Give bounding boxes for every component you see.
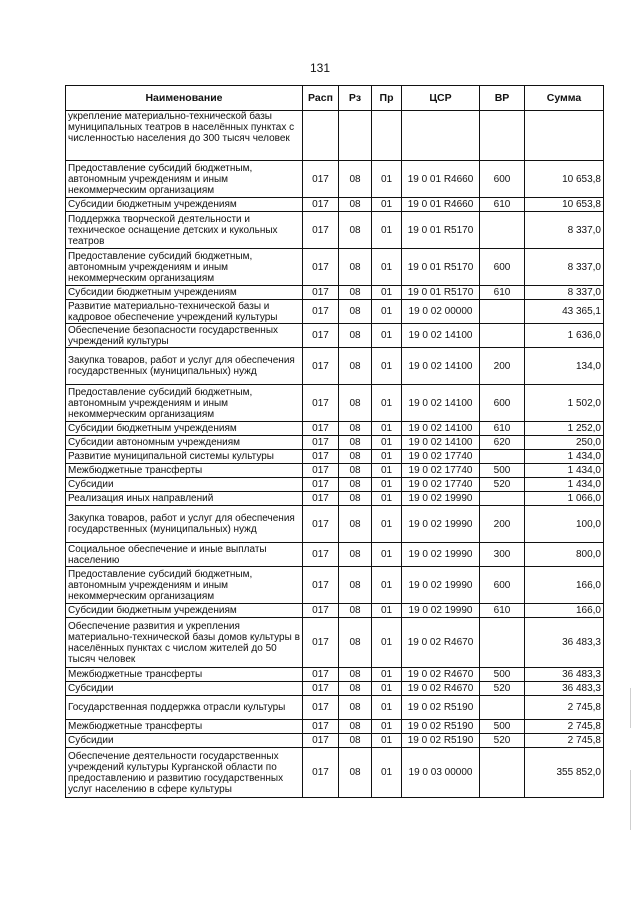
cell-vr <box>480 450 525 464</box>
cell-sum <box>525 111 604 161</box>
table-row <box>66 748 604 798</box>
table-row <box>66 478 604 492</box>
cell-name: Социальное обеспечение и иные выплаты населению <box>66 543 303 567</box>
table-row <box>66 696 604 720</box>
cell-rasp: 017 <box>303 748 339 798</box>
cell-vr: 600 <box>480 161 525 198</box>
cell-csr: 19 0 02 R4670 <box>402 618 480 668</box>
cell-sum: 1 434,0 <box>525 464 604 478</box>
table-row <box>66 111 604 161</box>
cell-pr: 01 <box>372 212 402 249</box>
cell-name: Субсидии автономным учреждениям <box>66 436 303 450</box>
cell-pr: 01 <box>372 385 402 422</box>
cell-rz: 08 <box>339 324 372 348</box>
cell-rasp: 017 <box>303 682 339 696</box>
cell-pr: 01 <box>372 324 402 348</box>
cell-rasp: 017 <box>303 212 339 249</box>
cell-rasp: 017 <box>303 436 339 450</box>
cell-vr: 520 <box>480 682 525 696</box>
cell-sum: 134,0 <box>525 348 604 385</box>
cell-sum: 1 434,0 <box>525 478 604 492</box>
cell-sum: 355 852,0 <box>525 748 604 798</box>
cell-rz: 08 <box>339 506 372 543</box>
cell-rasp: 017 <box>303 668 339 682</box>
cell-name: Развитие муниципальной системы культуры <box>66 450 303 464</box>
cell-pr: 01 <box>372 450 402 464</box>
table-row <box>66 567 604 604</box>
cell-pr: 01 <box>372 198 402 212</box>
cell-name: Закупка товаров, работ и услуг для обеспечения государственных (муниципальных) нужд <box>66 348 303 385</box>
cell-vr: 610 <box>480 198 525 212</box>
header-name: Наименование <box>66 86 303 111</box>
cell-rasp: 017 <box>303 696 339 720</box>
table-header-row <box>66 86 604 111</box>
table-row <box>66 249 604 286</box>
table-row <box>66 734 604 748</box>
cell-vr <box>480 111 525 161</box>
cell-sum: 36 483,3 <box>525 618 604 668</box>
cell-sum: 1 434,0 <box>525 450 604 464</box>
cell-sum: 8 337,0 <box>525 212 604 249</box>
cell-csr <box>402 111 480 161</box>
cell-vr <box>480 492 525 506</box>
cell-csr: 19 0 01 R5170 <box>402 249 480 286</box>
cell-rasp: 017 <box>303 161 339 198</box>
cell-rasp: 017 <box>303 286 339 300</box>
cell-sum: 166,0 <box>525 604 604 618</box>
cell-vr <box>480 324 525 348</box>
cell-name: Субсидии <box>66 682 303 696</box>
cell-csr: 19 0 02 R5190 <box>402 720 480 734</box>
cell-pr: 01 <box>372 161 402 198</box>
cell-pr: 01 <box>372 300 402 324</box>
cell-rz: 08 <box>339 450 372 464</box>
cell-csr: 19 0 02 17740 <box>402 464 480 478</box>
cell-rz: 08 <box>339 492 372 506</box>
cell-csr: 19 0 02 19990 <box>402 567 480 604</box>
cell-pr: 01 <box>372 436 402 450</box>
cell-sum: 10 653,8 <box>525 198 604 212</box>
cell-pr: 01 <box>372 492 402 506</box>
cell-sum: 1 502,0 <box>525 385 604 422</box>
cell-rz: 08 <box>339 348 372 385</box>
cell-pr: 01 <box>372 696 402 720</box>
cell-vr: 620 <box>480 436 525 450</box>
cell-sum: 36 483,3 <box>525 668 604 682</box>
table-row <box>66 161 604 198</box>
cell-sum: 36 483,3 <box>525 682 604 696</box>
cell-csr: 19 0 01 R4660 <box>402 198 480 212</box>
table-row <box>66 450 604 464</box>
page-number: 131 <box>309 61 331 75</box>
cell-rasp: 017 <box>303 324 339 348</box>
cell-name: Межбюджетные трансферты <box>66 720 303 734</box>
table-row <box>66 492 604 506</box>
cell-name: Обеспечение деятельности государственных учреждений культуры Курганской области по предоставлению и развитию государственных услуг населению в сфере культуры <box>66 748 303 798</box>
cell-pr: 01 <box>372 567 402 604</box>
cell-csr: 19 0 02 00000 <box>402 300 480 324</box>
budget-table <box>65 85 604 798</box>
cell-csr: 19 0 02 14100 <box>402 348 480 385</box>
header-rasp: Расп <box>303 86 339 111</box>
cell-name: Субсидии <box>66 734 303 748</box>
cell-rz: 08 <box>339 734 372 748</box>
cell-name: Реализация иных направлений <box>66 492 303 506</box>
cell-rz: 08 <box>339 478 372 492</box>
cell-sum: 8 337,0 <box>525 249 604 286</box>
cell-vr: 600 <box>480 249 525 286</box>
cell-vr: 610 <box>480 422 525 436</box>
cell-name: Предоставление субсидий бюджетным, автономным учреждениям и иным некоммерческим организациям <box>66 161 303 198</box>
table-row <box>66 436 604 450</box>
cell-name: Предоставление субсидий бюджетным, автономным учреждениям и иным некоммерческим организациям <box>66 385 303 422</box>
cell-vr <box>480 300 525 324</box>
cell-csr: 19 0 02 R4670 <box>402 682 480 696</box>
table-row <box>66 422 604 436</box>
cell-name: Предоставление субсидий бюджетным, автономным учреждениям и иным некоммерческим организациям <box>66 249 303 286</box>
cell-rasp: 017 <box>303 492 339 506</box>
cell-name: Предоставление субсидий бюджетным, автономным учреждениям и иным некоммерческим организациям <box>66 567 303 604</box>
cell-name: Межбюджетные трансферты <box>66 668 303 682</box>
cell-csr: 19 0 02 19990 <box>402 506 480 543</box>
cell-sum: 10 653,8 <box>525 161 604 198</box>
cell-vr: 500 <box>480 720 525 734</box>
cell-pr: 01 <box>372 422 402 436</box>
cell-vr: 200 <box>480 348 525 385</box>
table-row <box>66 300 604 324</box>
cell-name: Субсидии бюджетным учреждениям <box>66 286 303 300</box>
scan-edge-mark <box>630 770 631 830</box>
cell-vr <box>480 618 525 668</box>
cell-name: Закупка товаров, работ и услуг для обеспечения государственных (муниципальных) нужд <box>66 506 303 543</box>
cell-vr: 520 <box>480 478 525 492</box>
cell-sum: 2 745,8 <box>525 720 604 734</box>
cell-sum: 250,0 <box>525 436 604 450</box>
table-row <box>66 668 604 682</box>
cell-pr: 01 <box>372 618 402 668</box>
cell-csr: 19 0 02 17740 <box>402 450 480 464</box>
table-row <box>66 506 604 543</box>
cell-csr: 19 0 02 19990 <box>402 604 480 618</box>
cell-name: Обеспечение развития и укрепления материально-технической базы домов культуры в населённых пунктах с числом жителей до 50 тысяч человек <box>66 618 303 668</box>
cell-rz: 08 <box>339 682 372 696</box>
cell-name: Государственная поддержка отрасли культуры <box>66 696 303 720</box>
cell-name: укрепление материально-технической базы муниципальных театров в населённых пунктах с численностью населения до 300 тысяч человек <box>66 111 303 161</box>
cell-sum: 2 745,8 <box>525 696 604 720</box>
cell-vr <box>480 212 525 249</box>
cell-csr: 19 0 01 R5170 <box>402 212 480 249</box>
cell-vr <box>480 748 525 798</box>
cell-rasp: 017 <box>303 506 339 543</box>
header-vr: ВР <box>480 86 525 111</box>
cell-pr: 01 <box>372 734 402 748</box>
cell-vr: 610 <box>480 604 525 618</box>
cell-sum: 43 365,1 <box>525 300 604 324</box>
cell-sum: 166,0 <box>525 567 604 604</box>
cell-rasp: 017 <box>303 450 339 464</box>
cell-rz: 08 <box>339 604 372 618</box>
table-row <box>66 720 604 734</box>
cell-csr: 19 0 02 14100 <box>402 436 480 450</box>
cell-rasp: 017 <box>303 734 339 748</box>
table-row <box>66 385 604 422</box>
cell-pr: 01 <box>372 286 402 300</box>
cell-name: Обеспечение безопасности государственных учреждений культуры <box>66 324 303 348</box>
table-row <box>66 464 604 478</box>
cell-rz: 08 <box>339 668 372 682</box>
cell-sum: 100,0 <box>525 506 604 543</box>
cell-pr: 01 <box>372 720 402 734</box>
cell-pr: 01 <box>372 464 402 478</box>
cell-rasp: 017 <box>303 604 339 618</box>
cell-rz: 08 <box>339 385 372 422</box>
cell-rz: 08 <box>339 567 372 604</box>
cell-vr: 600 <box>480 567 525 604</box>
table-row <box>66 543 604 567</box>
cell-vr: 520 <box>480 734 525 748</box>
scan-edge-mark <box>630 688 631 728</box>
cell-csr: 19 0 02 19990 <box>402 543 480 567</box>
cell-name: Межбюджетные трансферты <box>66 464 303 478</box>
cell-vr: 200 <box>480 506 525 543</box>
cell-vr: 500 <box>480 668 525 682</box>
table-row <box>66 348 604 385</box>
cell-rasp: 017 <box>303 567 339 604</box>
cell-pr: 01 <box>372 604 402 618</box>
cell-csr: 19 0 02 R5190 <box>402 734 480 748</box>
cell-name: Субсидии бюджетным учреждениям <box>66 422 303 436</box>
cell-pr: 01 <box>372 506 402 543</box>
header-pr: Пр <box>372 86 402 111</box>
cell-csr: 19 0 02 R5190 <box>402 696 480 720</box>
cell-rz: 08 <box>339 543 372 567</box>
header-rz: Рз <box>339 86 372 111</box>
cell-rasp: 017 <box>303 543 339 567</box>
cell-rz: 08 <box>339 212 372 249</box>
cell-sum: 1 636,0 <box>525 324 604 348</box>
cell-rz: 08 <box>339 618 372 668</box>
cell-pr: 01 <box>372 682 402 696</box>
cell-pr: 01 <box>372 543 402 567</box>
cell-csr: 19 0 02 17740 <box>402 478 480 492</box>
cell-rz: 08 <box>339 286 372 300</box>
cell-csr: 19 0 02 19990 <box>402 492 480 506</box>
cell-rz: 08 <box>339 748 372 798</box>
cell-rz <box>339 111 372 161</box>
cell-rasp: 017 <box>303 249 339 286</box>
cell-rasp: 017 <box>303 618 339 668</box>
cell-pr <box>372 111 402 161</box>
cell-pr: 01 <box>372 748 402 798</box>
cell-sum: 2 745,8 <box>525 734 604 748</box>
cell-rasp: 017 <box>303 478 339 492</box>
cell-sum: 1 252,0 <box>525 422 604 436</box>
cell-csr: 19 0 03 00000 <box>402 748 480 798</box>
cell-rasp: 017 <box>303 198 339 212</box>
cell-name: Субсидии <box>66 478 303 492</box>
header-csr: ЦСР <box>402 86 480 111</box>
cell-rz: 08 <box>339 198 372 212</box>
cell-csr: 19 0 01 R4660 <box>402 161 480 198</box>
cell-rz: 08 <box>339 422 372 436</box>
cell-csr: 19 0 02 14100 <box>402 385 480 422</box>
cell-rz: 08 <box>339 436 372 450</box>
cell-pr: 01 <box>372 668 402 682</box>
cell-rz: 08 <box>339 249 372 286</box>
cell-sum: 1 066,0 <box>525 492 604 506</box>
cell-rasp <box>303 111 339 161</box>
table-row <box>66 212 604 249</box>
cell-csr: 19 0 02 14100 <box>402 324 480 348</box>
cell-rasp: 017 <box>303 422 339 436</box>
cell-rasp: 017 <box>303 464 339 478</box>
cell-vr <box>480 696 525 720</box>
cell-name: Развитие материально-технической базы и кадровое обеспечение учреждений культуры <box>66 300 303 324</box>
cell-sum: 8 337,0 <box>525 286 604 300</box>
cell-rasp: 017 <box>303 720 339 734</box>
cell-rz: 08 <box>339 464 372 478</box>
cell-name: Субсидии бюджетным учреждениям <box>66 198 303 212</box>
cell-rz: 08 <box>339 161 372 198</box>
cell-rasp: 017 <box>303 300 339 324</box>
cell-name: Поддержка творческой деятельности и техническое оснащение детских и кукольных театров <box>66 212 303 249</box>
cell-csr: 19 0 02 14100 <box>402 422 480 436</box>
cell-rasp: 017 <box>303 385 339 422</box>
cell-csr: 19 0 02 R4670 <box>402 668 480 682</box>
cell-vr: 600 <box>480 385 525 422</box>
cell-name: Субсидии бюджетным учреждениям <box>66 604 303 618</box>
cell-rz: 08 <box>339 696 372 720</box>
table-row <box>66 198 604 212</box>
cell-rz: 08 <box>339 720 372 734</box>
table-row <box>66 286 604 300</box>
cell-rz: 08 <box>339 300 372 324</box>
cell-pr: 01 <box>372 478 402 492</box>
cell-pr: 01 <box>372 249 402 286</box>
table-row <box>66 604 604 618</box>
cell-csr: 19 0 01 R5170 <box>402 286 480 300</box>
cell-pr: 01 <box>372 348 402 385</box>
cell-rasp: 017 <box>303 348 339 385</box>
cell-vr: 500 <box>480 464 525 478</box>
cell-vr: 300 <box>480 543 525 567</box>
table-row <box>66 324 604 348</box>
cell-vr: 610 <box>480 286 525 300</box>
table-row <box>66 618 604 668</box>
header-sum: Сумма <box>525 86 604 111</box>
table-row <box>66 682 604 696</box>
cell-sum: 800,0 <box>525 543 604 567</box>
